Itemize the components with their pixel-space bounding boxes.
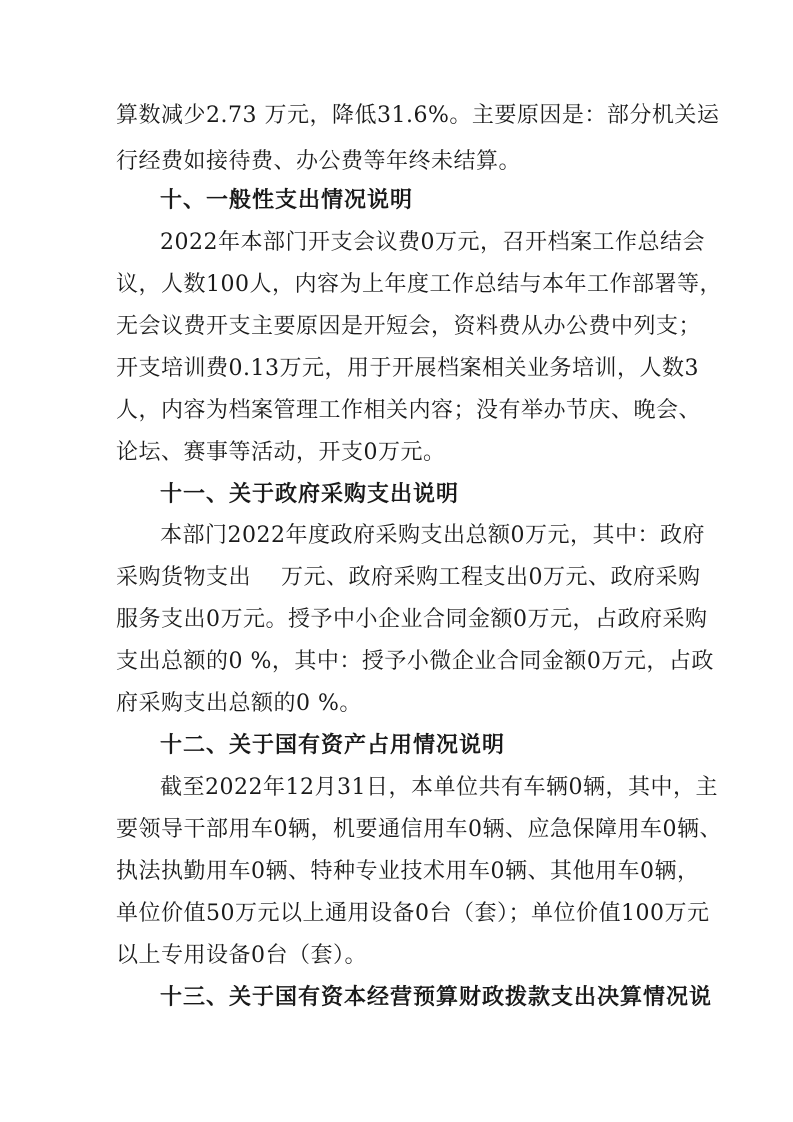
paragraph-line: 议，人数100人，内容为上年度工作总结与本年工作部署等，	[116, 272, 722, 297]
paragraph-line: 人，内容为档案管理工作相关内容；没有举办节庆、晚会、	[116, 398, 702, 423]
paragraph-line: 2022年本部门开支会议费0万元，召开档案工作总结会	[160, 230, 705, 255]
paragraph-line: 服务支出0万元。授予中小企业合同金额0万元，占政府采购	[116, 607, 708, 632]
paragraph-line: 以上专用设备0台（套）。	[116, 943, 367, 968]
paragraph-line: 行经费如接待费、办公费等年终未结算。	[116, 149, 522, 174]
paragraph-line: 无会议费开支主要原因是开短会，资料费从办公费中列支；	[116, 314, 702, 339]
paragraph-line: 算数减少2.73 万元，降低31.6%。主要原因是：部分机关运	[116, 103, 720, 128]
section-heading-12: 十二、关于国有资产占用情况说明	[160, 733, 506, 758]
paragraph-line: 采购货物支出 万元、政府采购工程支出0万元、政府采购	[116, 565, 701, 590]
paragraph-line: 府采购支出总额的0 %。	[116, 691, 362, 716]
paragraph-line: 论坛、赛事等活动，开支0万元。	[116, 440, 446, 465]
section-heading-13: 十三、关于国有资本经营预算财政拨款支出决算情况说	[160, 985, 713, 1010]
paragraph-line: 单位价值50万元以上通用设备0台（套）；单位价值100万元	[116, 901, 710, 926]
paragraph-line: 本部门2022年度政府采购支出总额0万元，其中：政府	[160, 523, 705, 548]
paragraph-line: 截至2022年12月31日，本单位共有车辆0辆，其中，主	[160, 775, 718, 800]
paragraph-line: 执法执勤用车0辆、特种专业技术用车0辆、其他用车0辆，	[116, 859, 700, 884]
section-heading-11: 十一、关于政府采购支出说明	[160, 482, 460, 507]
paragraph-line: 开支培训费0.13万元，用于开展档案相关业务培训，人数3	[116, 356, 699, 381]
section-heading-10: 十、一般性支出情况说明	[160, 188, 414, 213]
paragraph-line: 要领导干部用车0辆，机要通信用车0辆、应急保障用车0辆、	[116, 817, 722, 842]
paragraph-line: 支出总额的0 %，其中：授予小微企业合同金额0万元，占政	[116, 649, 714, 674]
